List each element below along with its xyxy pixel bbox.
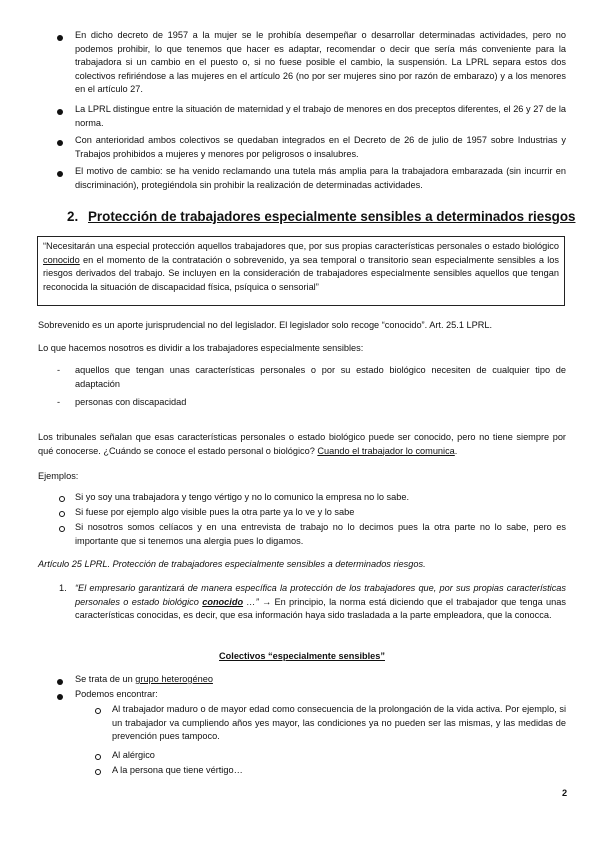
ejemplo-3: Si nosotros somos celíacos y en una entrevista de trabajo no lo decimos pues la otra parte no lo sabe, pero es importante que si tenemos una alergia pues lo digamos. <box>75 522 566 546</box>
paragraph-dividir: Lo que hacemos nosotros es dividir a los trabajadores especialmente sensibles: <box>38 343 364 353</box>
sub-item-3: A la persona que tiene vértigo… <box>112 765 243 775</box>
quote-underlined-word: conocido <box>43 254 80 265</box>
bullet-dot <box>57 35 63 41</box>
numbered-item-1 <box>75 582 566 623</box>
tribunales-underlined: Cuando el trabajador lo comunica <box>317 445 455 456</box>
tribunales-text: Los tribunales señalan que esas características personales o estado biológico puede ser conocido, pero no tiene siempre por qué conocerse. ¿Cuándo se conoce el estado personal o biológico? <box>38 432 566 456</box>
dash-item-1: aquellos que tengan unas características personales o por su estado biológico necesiten de cualquier tipo de adaptación <box>75 365 566 389</box>
circle-bullet <box>59 511 65 517</box>
article-quote-2: …” <box>243 596 259 607</box>
bullet-dot <box>57 140 63 146</box>
article-quote-underlined: conocido <box>202 596 244 607</box>
paragraph-sobrevenido: Sobrevenido es un aporte jurisprudencial no del legislador. El legislador solo recoge “conocido”. Art. 25.1 LPRL. <box>38 320 493 330</box>
circle-bullet <box>95 769 101 775</box>
bullet-dot <box>57 171 63 177</box>
ejemplo-2: Si fuese por ejemplo algo visible pues la otra parte ya lo ve y lo sabe <box>75 507 355 517</box>
quote-text-2: en el momento de la contratación o sobrevenido, ya sea temporal o transitorio sean especialmente sensibles a los riesgos derivados del trabajo. Se incluyen en la consideración de trabajadores especialmente sensibles aquellos que tengan reconocida la situación de discapacidad física, psíquica o sensorial” <box>43 254 559 292</box>
numbered-marker: 1. <box>59 583 67 593</box>
page-number: 2 <box>562 788 568 798</box>
colectivo-1-underlined: grupo heterogéneo <box>135 674 213 684</box>
bullet-dot <box>57 694 63 700</box>
section-number: 2. <box>67 209 79 224</box>
intro-bullet-3: Con anterioridad ambos colectivos se quedaban integrados en el Decreto de 26 de julio de 1957 sobre Industrias y Trabajos prohibidos a mujeres y menores por peligrosos o insalubres. <box>75 135 566 159</box>
circle-bullet <box>59 496 65 502</box>
sub-item-2: Al alérgico <box>112 750 155 760</box>
intro-bullet-2: La LPRL distingue entre la situación de maternidad y el trabajo de menores en dos preceptos diferentes, el 26 y 27 de la norma. <box>75 104 566 128</box>
ejemplos-label: Ejemplos: <box>38 471 79 481</box>
section-title: Protección de trabajadores especialmente sensibles a determinados riesgos <box>88 209 576 224</box>
quote-text-1: “Necesitarán una especial protección aquellos trabajadores que, por sus propias características personales o estado biológico <box>43 241 559 251</box>
definition-quote-box <box>37 236 565 306</box>
bullet-dot <box>57 679 63 685</box>
dash-item-2: personas con discapacidad <box>75 397 187 407</box>
tribunales-end: . <box>454 445 458 456</box>
circle-bullet <box>59 526 65 532</box>
article-quote-1: “El empresario garantizará de manera específica la protección de los trabajadores que, por sus propias características personales o estado biológico <box>75 583 566 607</box>
intro-bullet-4: El motivo de cambio: se ha venido reclamando una tutela más amplia para la trabajadora embarazada (sin incurrir en discriminación), protegiéndola sin prohibir la realización de determinadas actividades. <box>75 166 566 190</box>
numbered-rest: En principio, la norma está diciendo que el trabajador que tenga unas características conocidas, es decir, que esa información haya sido trasladada a la parte empleadora, que la conocca. <box>75 596 566 621</box>
arrow-icon: → <box>261 596 272 607</box>
dash-marker: - <box>57 365 61 375</box>
dash-marker: - <box>57 397 61 407</box>
ejemplo-1: Si yo soy una trabajadora y tengo vértigo y no lo comunico la empresa no lo sabe. <box>75 492 410 502</box>
paragraph-tribunales <box>38 431 566 458</box>
colectivo-item-1 <box>75 673 566 687</box>
circle-bullet <box>95 754 101 760</box>
circle-bullet <box>95 708 101 714</box>
bullet-dot <box>57 109 63 115</box>
intro-bullet-1: En dicho decreto de 1957 a la mujer se le prohibía desempeñar o desarrollar determinadas actividades, pero no podemos prohibir, lo que tenemos que hacer es adaptar, recomendar o decir que sería más conveniente para la trabajadora si un cambio en el puesto o, si no fuese posible el cambio, la suspensión. La LPRL separa estos dos colectivos refiriéndose a las mujeres en el artículo 26 (no por ser mujeres sino por razón de embarazo) y a los menores en el artículo 27. <box>75 30 566 95</box>
colectivo-1-prefix: Se trata de un <box>75 674 136 684</box>
article-title: Artículo 25 LPRL. Protección de trabajadores especialmente sensibles a determinados riesgos. <box>38 559 426 569</box>
colectivo-item-2: Podemos encontrar: <box>75 689 158 699</box>
sub-item-1: Al trabajador maduro o de mayor edad como consecuencia de la prolongación de la vida activa. Por ejemplo, si un trabajador va cumpliendo años yes mayor, las condiciones ya no pueden ser las mismas, y las medidas de prevención pues tampoco. <box>112 704 566 742</box>
colectivos-heading: Colectivos “especialmente sensibles” <box>219 651 385 661</box>
section-heading <box>67 208 576 226</box>
